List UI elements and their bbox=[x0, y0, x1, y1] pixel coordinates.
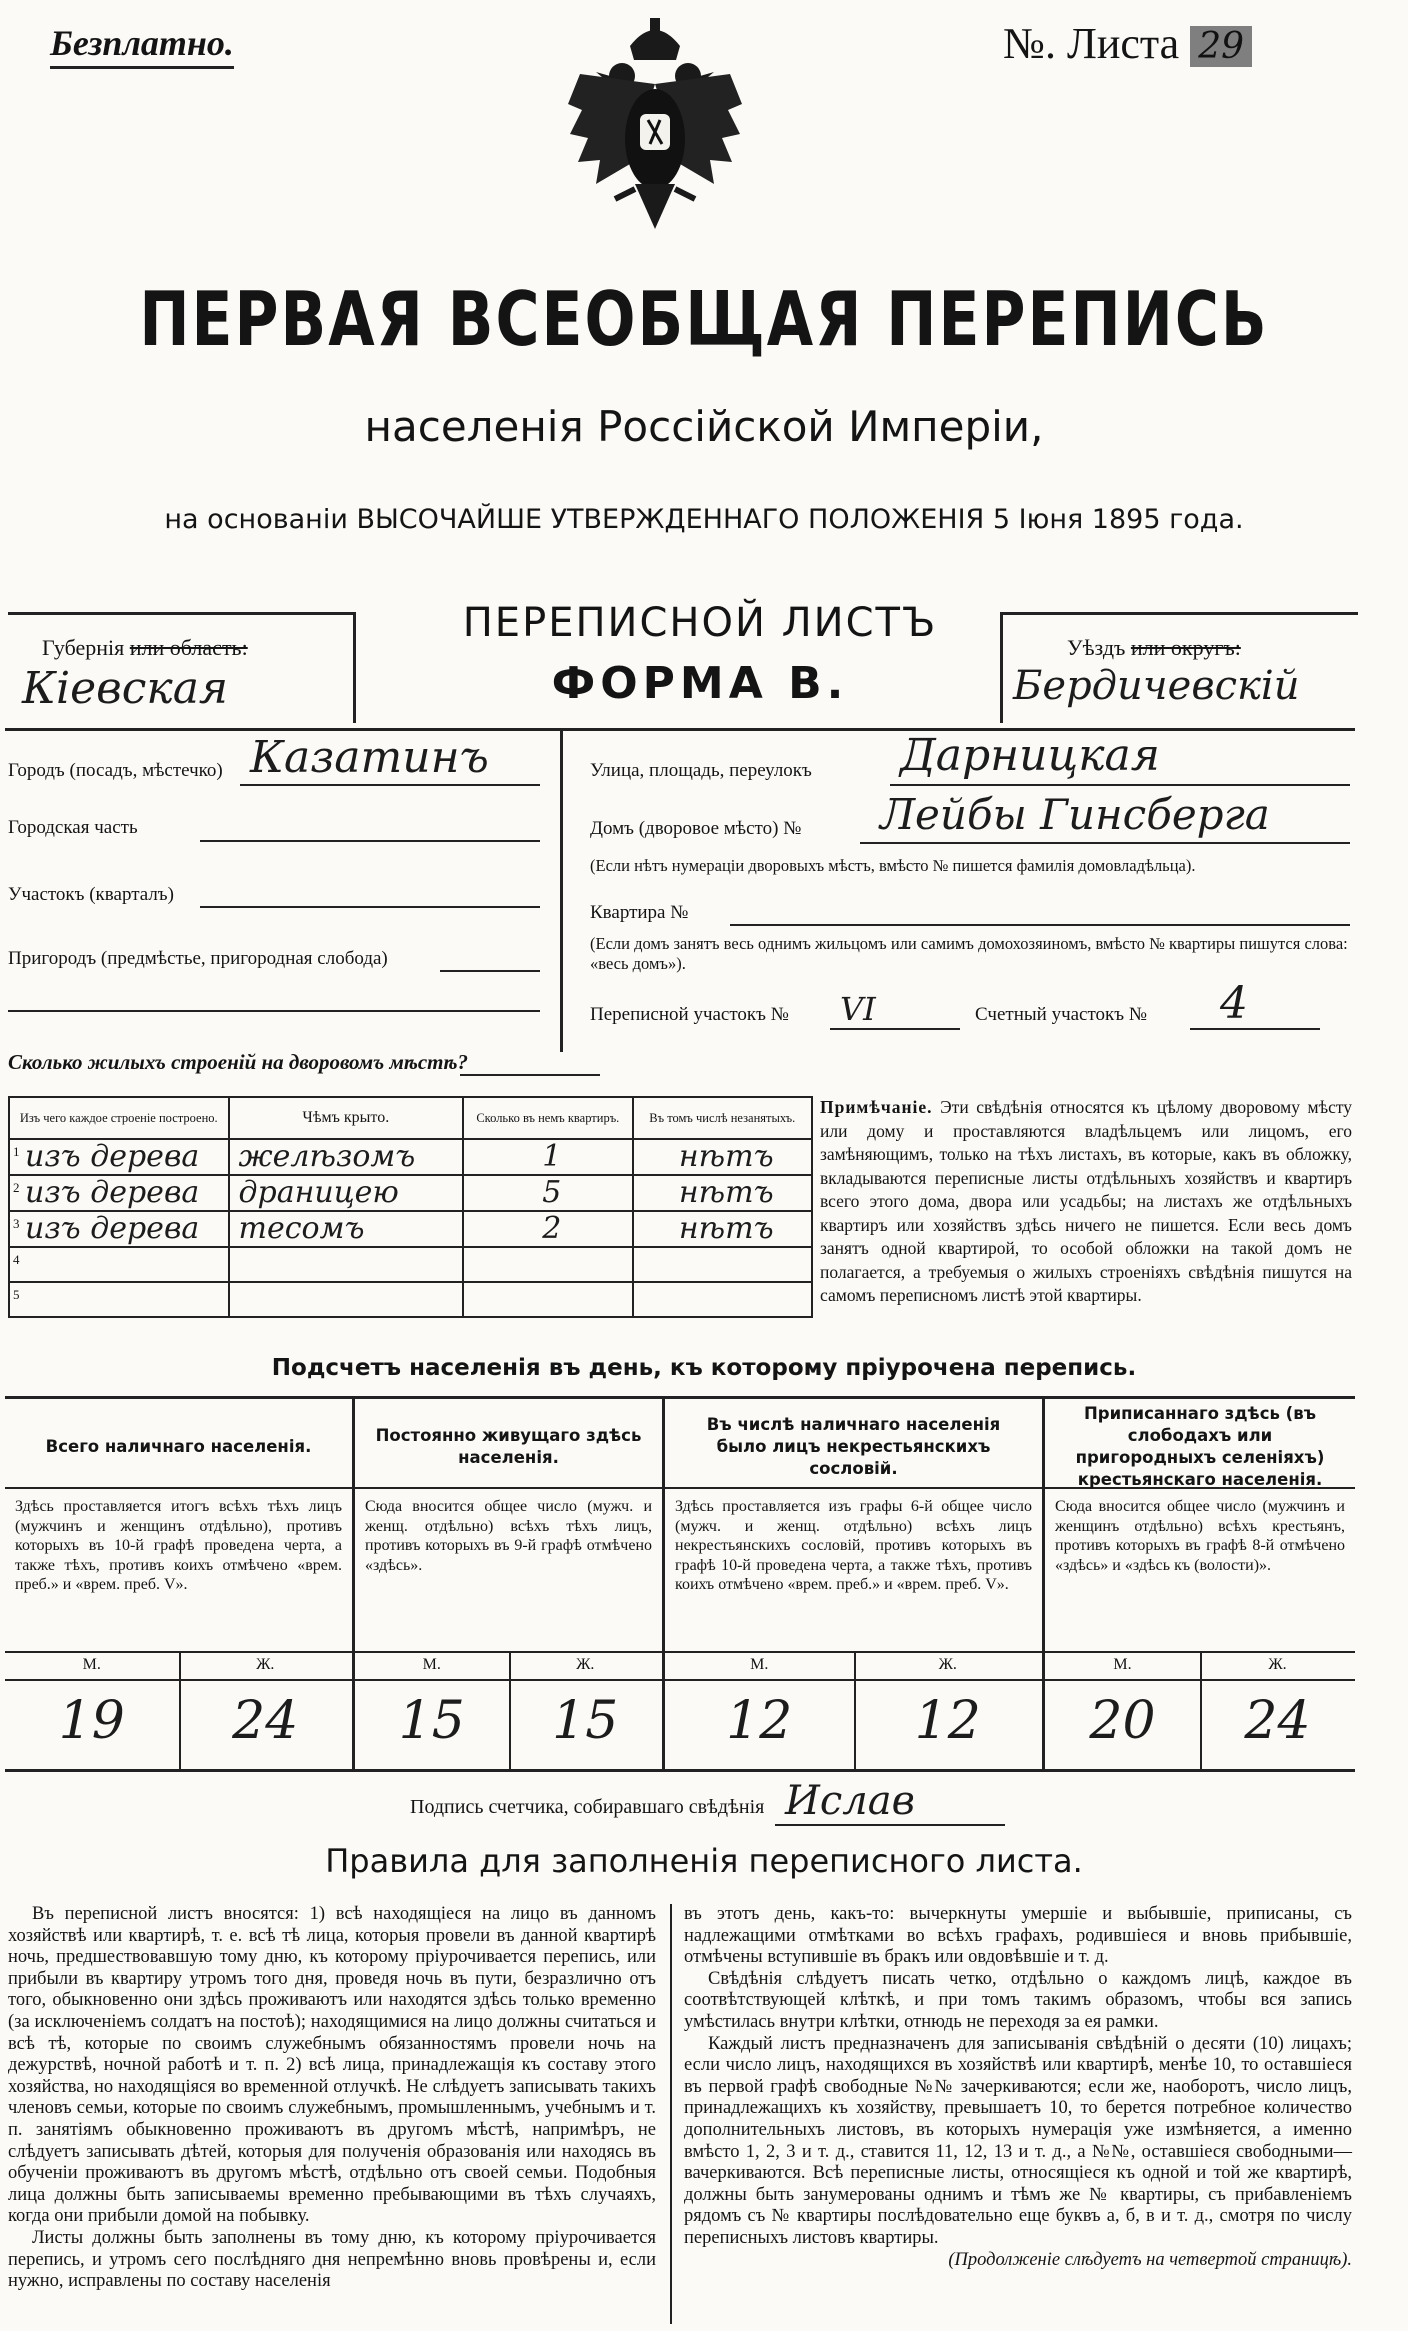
buildings-cell-material bbox=[9, 1139, 229, 1175]
buildings-row bbox=[9, 1282, 812, 1317]
uchastok-label: Участокъ (кварталъ) bbox=[8, 884, 174, 905]
buildings-empty-value: нѣтъ bbox=[678, 1211, 774, 1246]
buildings-row bbox=[9, 1211, 812, 1247]
count-column bbox=[665, 1399, 1045, 1769]
sheet-number-block bbox=[1003, 18, 1252, 69]
sheet-number-label: №. Листа bbox=[1003, 19, 1180, 68]
buildings-row-number: 5 bbox=[13, 1287, 20, 1302]
buildings-cell-apts bbox=[463, 1211, 632, 1247]
buildings-material-value: изъ дерева bbox=[25, 1211, 200, 1246]
buildings-apts-value: 5 bbox=[542, 1175, 562, 1210]
gubernia-label-struck: или область: bbox=[129, 635, 248, 660]
buildings-cell-material bbox=[9, 1247, 229, 1282]
schetny-label: Счетный участокъ № bbox=[975, 1004, 1147, 1025]
dom-line bbox=[860, 842, 1350, 844]
count-column-head: Постоянно живущаго здѣсь населенія. bbox=[355, 1407, 662, 1489]
buildings-row-number: 2 bbox=[13, 1180, 20, 1195]
imperial-eagle-emblem bbox=[560, 14, 750, 244]
buildings-cell-roof bbox=[229, 1139, 464, 1175]
gubernia-value: Кіевская bbox=[22, 663, 229, 714]
main-title: ПЕРВАЯ ВСЕОБЩАЯ ПЕРЕПИСЬ bbox=[139, 276, 1269, 364]
count-title: Подсчетъ населенія въ день, къ которому пріурочена перепись. bbox=[271, 1355, 1137, 1381]
count-f-value: 12 bbox=[914, 1691, 981, 1751]
count-m-value: 12 bbox=[726, 1691, 793, 1751]
buildings-question: Сколько жилыхъ строеній на дворовомъ мѣстѣ? bbox=[8, 1050, 469, 1074]
rules-left-p2: Листы должны быть заполнены въ тому дню, къ которому пріурочивается перепись, и утромъ сего послѣдняго дня непремѣнно вновь провѣрены и, если нужно, исправлены по составу населенія bbox=[8, 2227, 656, 2292]
signature-value: Ислав bbox=[785, 1778, 915, 1824]
buildings-body bbox=[9, 1139, 812, 1317]
perepisnoy-line bbox=[830, 1028, 960, 1030]
buildings-row bbox=[9, 1247, 812, 1282]
count-f-value: 24 bbox=[1244, 1691, 1311, 1751]
buildings-empty-value: нѣтъ bbox=[678, 1175, 774, 1210]
count-column-desc: Сюда вносится общее число (мужч. и женщ. отдѣльно) всѣхъ тѣхъ лицъ, противъ которыхъ въ 9-й графѣ отмѣчено «здѣсь». bbox=[365, 1498, 652, 1574]
buildings-row bbox=[9, 1139, 812, 1175]
buildings-material-value: изъ дерева bbox=[25, 1175, 200, 1210]
buildings-cell-material bbox=[9, 1211, 229, 1247]
count-m-label: М. bbox=[750, 1656, 769, 1673]
buildings-roof-value: драницею bbox=[238, 1175, 399, 1210]
count-f-value: 24 bbox=[232, 1691, 299, 1751]
count-f-label: Ж. bbox=[1268, 1656, 1287, 1673]
count-column-desc: Сюда вносится общее число (мужчинъ и женщинъ отдѣльно) всѣхъ крестьянъ, противъ которыхъ въ графѣ 8-й отмѣчено «здѣсь» и «здѣсь къ (волости)». bbox=[1055, 1498, 1345, 1574]
buildings-cell-apts bbox=[463, 1139, 632, 1175]
rules-divider bbox=[670, 1904, 672, 2324]
dom-label: Домъ (дворовое мѣсто) № bbox=[590, 818, 802, 839]
ulitsa-line bbox=[890, 784, 1350, 786]
buildings-cell-roof bbox=[229, 1211, 464, 1247]
schetny-line bbox=[1190, 1028, 1320, 1030]
dom-value: Лейбы Гинсберга bbox=[880, 790, 1270, 839]
count-f-label: Ж. bbox=[938, 1656, 957, 1673]
buildings-apts-value: 2 bbox=[542, 1211, 562, 1246]
uezd-value: Бердичевскій bbox=[1013, 663, 1300, 709]
buildings-cell-apts bbox=[463, 1175, 632, 1211]
ulitsa-value: Дарницкая bbox=[900, 730, 1160, 781]
kvartira-label: Квартира № bbox=[590, 902, 689, 923]
buildings-roof-value: желѣзомъ bbox=[238, 1139, 416, 1174]
rules-right-p4: (Продолженіе слѣдуетъ на четвертой страницѣ). bbox=[948, 2249, 1352, 2270]
dom-note: (Если нѣтъ нумераціи дворовыхъ мѣстъ, вмѣсто № пишется фамилія домовладѣльца). bbox=[590, 856, 1196, 875]
buildings-cell-apts bbox=[463, 1282, 632, 1317]
count-f-label: Ж. bbox=[256, 1656, 275, 1673]
count-m-value: 19 bbox=[58, 1691, 125, 1751]
gubernia-label: Губернія bbox=[42, 635, 125, 660]
buildings-roof-value: тесомъ bbox=[238, 1211, 365, 1246]
count-m-label: М. bbox=[82, 1656, 101, 1673]
basis-line: на основаніи ВЫСОЧАЙШЕ УТВЕРЖДЕННАГО ПОЛОЖЕНІЯ 5 Іюня 1895 года. bbox=[164, 504, 1244, 535]
count-column-desc: Здѣсь проставляется итогъ всѣхъ тѣхъ лицъ (мужчинъ и женщинъ отдѣльно), противъ которыхъ въ 10-й графѣ проведена черта, а также тѣхъ, противъ коихъ отмѣчено «врем. преб.» и «врем. преб. V». bbox=[15, 1498, 342, 1593]
buildings-row bbox=[9, 1175, 812, 1211]
buildings-cell-apts bbox=[463, 1247, 632, 1282]
kvartira-note: (Если домъ занятъ весь однимъ жильцомъ или самимъ домохозяиномъ, вмѣсто № квартиры пишутся слова: «весь домъ»). bbox=[590, 934, 1348, 973]
rules-right-column bbox=[684, 1904, 1352, 2271]
buildings-empty-value: нѣтъ bbox=[678, 1139, 774, 1174]
prigorod-line bbox=[440, 970, 540, 972]
buildings-apts-value: 1 bbox=[542, 1139, 562, 1174]
free-label-box bbox=[50, 22, 234, 69]
perepisnoy-value: VI bbox=[840, 990, 876, 1028]
rules-title: Правила для заполненія переписного листа. bbox=[325, 1842, 1083, 1880]
note-block bbox=[820, 1096, 1352, 1308]
count-f-label: Ж. bbox=[576, 1656, 595, 1673]
buildings-header-row bbox=[9, 1097, 812, 1139]
note-text: Эти свѣдѣнія относятся къ цѣлому дворовому мѣсту или дому и проставляются владѣльцемъ или лицомъ, его замѣняющимъ, только на тѣхъ листахъ, въ которые, какъ въ обложку, вкладываются переписные листы отдѣльныхъ хозяйствъ и квартиръ всего этого дома, двора или усадьбы; на листахъ же отдѣльныхъ квартиръ или хозяйствъ здѣсь ничего не пишется. Если весь домъ занятъ одной квартирой, то особой обложки на такой домъ не полагается, а требуемыя о жилыхъ строеніяхъ свѣдѣнія пишутся на самомъ переписномъ листѣ этой квартиры. bbox=[820, 1097, 1353, 1305]
count-column-head: Приписаннаго здѣсь (въ слободахъ или пригородныхъ селеніяхъ) крестьянскаго населенія. bbox=[1045, 1407, 1355, 1489]
buildings-cell-empty bbox=[633, 1211, 812, 1247]
schetny-value: 4 bbox=[1220, 978, 1248, 1029]
buildings-question-line bbox=[460, 1074, 600, 1076]
count-m-value: 15 bbox=[398, 1691, 465, 1751]
buildings-row-number: 4 bbox=[13, 1252, 20, 1267]
uchastok-line bbox=[200, 906, 540, 908]
count-m-value: 20 bbox=[1089, 1691, 1156, 1751]
note-title: Примѣчаніе. bbox=[820, 1097, 933, 1117]
buildings-header-roof: Чѣмъ крыто. bbox=[229, 1097, 464, 1139]
count-column bbox=[1045, 1399, 1355, 1769]
kvartira-line bbox=[730, 924, 1350, 926]
buildings-material-value: изъ дерева bbox=[25, 1139, 200, 1174]
buildings-cell-material bbox=[9, 1282, 229, 1317]
count-column bbox=[355, 1399, 665, 1769]
rules-left-column bbox=[8, 1904, 656, 2293]
buildings-header-empty: Въ томъ числѣ незанятыхъ. bbox=[633, 1097, 812, 1139]
count-column-head: Въ числѣ наличнаго населенія было лицъ некрестьянскихъ сословій. bbox=[665, 1407, 1042, 1489]
count-m-label: М. bbox=[422, 1656, 441, 1673]
gorod-label: Городъ (посадъ, мѣстечко) bbox=[8, 760, 223, 781]
buildings-row-number: 1 bbox=[13, 1144, 20, 1159]
chast-line bbox=[200, 840, 540, 842]
form-name: ФОРМА В. bbox=[551, 658, 849, 709]
gorod-value: Казатинъ bbox=[250, 732, 489, 783]
buildings-header-apts: Сколько въ немъ квартиръ. bbox=[463, 1097, 632, 1139]
count-m-label: М. bbox=[1113, 1656, 1132, 1673]
rules-right-p2: Свѣдѣнія слѣдуетъ писать четко, отдѣльно о каждомъ лицѣ, каждое въ соотвѣтствующей клѣткѣ, и при томъ такимъ образомъ, чтобы вся запись умѣстилась внутри клѣтки, отнюдь не переходя за ея рамки. bbox=[684, 1968, 1352, 2032]
free-label: Безплатно. bbox=[50, 22, 234, 69]
rules-left-p1: Въ переписной листъ вносятся: 1) всѣ находящіеся на лицо въ данномъ хозяйствѣ или квартирѣ, т. е. всѣ тѣ лица, которыя провели въ данной квартирѣ ночь, предшествовавшую тому дню, къ которому пріурочивается перепись, или прибыли въ квартиру утромъ того дня, проведя ночь въ пути, безразлично отъ того, обыкновенно они здѣсь проживаютъ или находятся здѣсь только временно (за исключеніемъ солдатъ на постоѣ); находящимися на лицо должны считаться и всѣ тѣ, которые по своимъ служебнымъ обязанностямъ провели ночь на дежурствѣ, ночной работѣ и т. п. 2) всѣ лица, принадлежащія къ составу этого хозяйства, но находящіяся во временной отлучкѣ. Не слѣдуетъ записывать такихъ членовъ семьи, которые по своимъ служебнымъ, промышленнымъ, учебнымъ и т. п. занятіямъ обыкновенно проживаютъ въ другомъ мѣстѣ, напримѣръ, не слѣдуетъ записывать дѣтей, которыя для полученія образованія или находясь въ обученіи проживаютъ въ другомъ мѣстѣ, отдѣльно отъ своей семьи. Подобныя лица должны быть записываемы временно пребывающими въ тѣхъ случаяхъ, когда они прибыли домой на побывку. bbox=[8, 1904, 656, 2227]
chast-label: Городская часть bbox=[8, 817, 138, 838]
gorod-line bbox=[240, 784, 540, 786]
sheet-number-value: 29 bbox=[1190, 26, 1252, 67]
uezd-label-struck: или округъ: bbox=[1130, 635, 1241, 660]
prigorod-label: Пригородъ (предмѣстье, пригородная слобода) bbox=[8, 948, 388, 969]
count-column-head: Всего наличнаго населенія. bbox=[5, 1407, 352, 1489]
buildings-row-number: 3 bbox=[13, 1216, 20, 1231]
uezd-label-row bbox=[1067, 635, 1241, 661]
form-title: ПЕРЕПИСНОЙ ЛИСТЪ bbox=[462, 600, 938, 646]
buildings-cell-material bbox=[9, 1175, 229, 1211]
buildings-cell-empty bbox=[633, 1175, 812, 1211]
sub-title: населенія Россійской Имперіи, bbox=[364, 402, 1044, 451]
buildings-cell-roof bbox=[229, 1282, 464, 1317]
buildings-header-material: Изъ чего каждое строеніе построено. bbox=[9, 1097, 229, 1139]
uezd-box bbox=[1000, 612, 1358, 723]
rules-right-p3: Каждый листъ предназначенъ для записыванія свѣдѣній о десяти (10) лицахъ; если число лицъ, находящихся въ хозяйствѣ или квартирѣ, менѣе 10, то оставшіеся въ первой графѣ свободные №№ зачеркиваются; если же, наоборотъ, число лицъ, принадлежащихъ къ хозяйству, превышаетъ 10, то берется потребное количество дополнительныхъ листовъ, въ которыхъ нумерація уже измѣняется, а именно вмѣсто 1, 2, 3 и т. д., ставится 11, 12, 13 и т. д., а №№, оставшіеся свободными—вачеркиваются. Всѣ переписные листы, относящіеся къ одной и той же квартирѣ, должны быть занумерованы однимъ и тѣмъ же № квартиры, съ прибавленіемъ рядомъ съ № квартиры послѣдовательно еще буквъ а, б, в и т. д., смотря по числу переписныхъ листовъ квартиры. bbox=[684, 2033, 1352, 2248]
section-divider bbox=[560, 730, 563, 1052]
ulitsa-label: Улица, площадь, переулокъ bbox=[590, 760, 812, 781]
buildings-cell-empty bbox=[633, 1247, 812, 1282]
buildings-cell-empty bbox=[633, 1139, 812, 1175]
prigorod-line-2 bbox=[8, 1010, 540, 1012]
buildings-cell-roof bbox=[229, 1247, 464, 1282]
gubernia-label-row bbox=[42, 635, 248, 661]
buildings-cell-empty bbox=[633, 1282, 812, 1317]
count-f-value: 15 bbox=[552, 1691, 619, 1751]
signature-label: Подпись счетчика, собиравшаго свѣдѣнія bbox=[410, 1796, 765, 1818]
buildings-cell-roof bbox=[229, 1175, 464, 1211]
count-column-desc: Здѣсь проставляется изъ графы 6-й общее число (мужч. и женщ. отдѣльно) всѣхъ лицъ некрестьянскихъ сословій, противъ которыхъ въ графѣ 10-й проведена черта, а также тѣхъ, противъ коихъ отмѣчено «врем. преб.» и «врем. преб. V». bbox=[675, 1498, 1032, 1593]
signature-line bbox=[775, 1824, 1005, 1826]
count-table bbox=[5, 1396, 1355, 1772]
uezd-label: Уѣздъ bbox=[1067, 635, 1126, 660]
perepisnoy-label: Переписной участокъ № bbox=[590, 1004, 789, 1025]
rules-right-p1: въ этотъ день, какъ-то: вычеркнуты умершіе и выбывшіе, приписаны, съ надлежащими отмѣтками во всѣхъ графахъ, родившіеся и вновь прибывшіе, отмѣчены вступившіе въ бракъ или овдовѣвшіе и т. д. bbox=[684, 1904, 1352, 1968]
gubernia-box bbox=[8, 612, 356, 723]
buildings-table bbox=[8, 1096, 813, 1318]
count-column bbox=[5, 1399, 355, 1769]
